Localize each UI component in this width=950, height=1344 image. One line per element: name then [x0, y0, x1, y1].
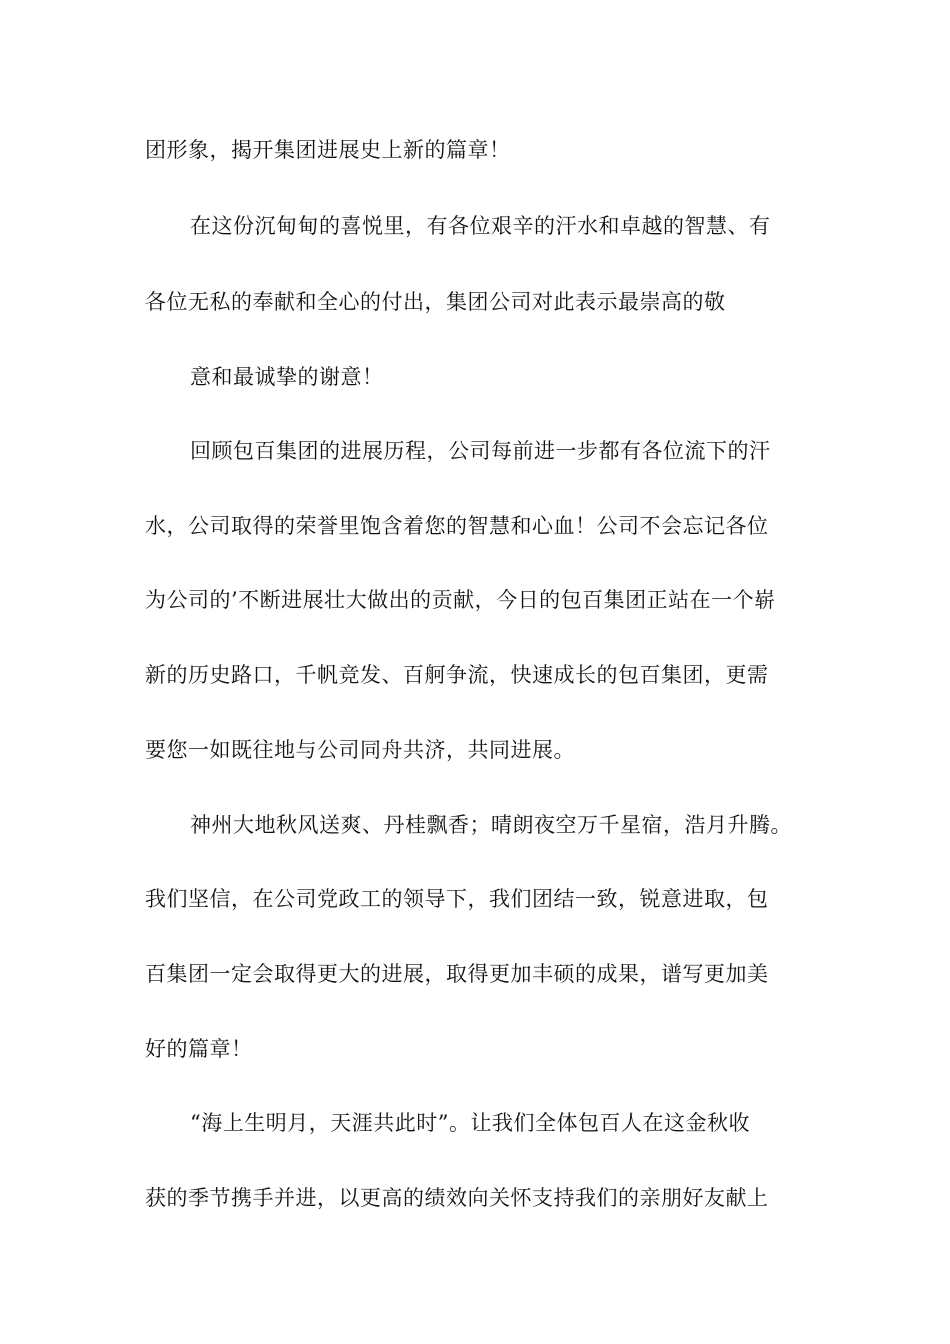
text-line: 团形象，揭开集团进展史上新的篇章！ — [145, 138, 511, 162]
text-line: 意和最诚挚的谢意！ — [190, 365, 384, 389]
text-line: 百集团一定会取得更大的进展，取得更加丰硕的成果，谱写更加美 — [145, 962, 769, 986]
text-line: 水，公司取得的荣誉里饱含着您的智慧和心血！公司不会忘记各位 — [145, 514, 769, 538]
paragraph-first-line: “海上生明月，天涯共此时”。让我们全体包百人在这金秋收 — [190, 1111, 750, 1135]
text-line: 好的篇章！ — [145, 1037, 253, 1061]
text-line: 新的历史路口，千帆竞发、百舸争流，快速成长的包百集团，更需 — [145, 663, 769, 687]
text-line: 为公司的’不断进展壮大做出的贡献，今日的包百集团正站在一个崭 — [145, 588, 776, 612]
text-line: 要您一如既往地与公司同舟共济，共同进展。 — [145, 738, 575, 762]
paragraph-first-line: 在这份沉甸甸的喜悦里，有各位艰辛的汗水和卓越的智慧、有 — [190, 214, 771, 238]
paragraph-first-line: 神州大地秋风送爽、丹桂飘香；晴朗夜空万千星宿，浩月升腾。 — [190, 813, 792, 837]
text-line: 各位无私的奉献和全心的付出，集团公司对此表示最崇高的敬 — [145, 290, 726, 314]
text-line: 我们坚信，在公司党政工的领导下，我们团结一致，锐意进取，包 — [145, 887, 769, 911]
text-line: 获的季节携手并进，以更高的绩效向关怀支持我们的亲朋好友献上 — [145, 1186, 769, 1210]
paragraph-first-line: 回顾包百集团的进展历程，公司每前进一步都有各位流下的汗 — [190, 439, 771, 463]
